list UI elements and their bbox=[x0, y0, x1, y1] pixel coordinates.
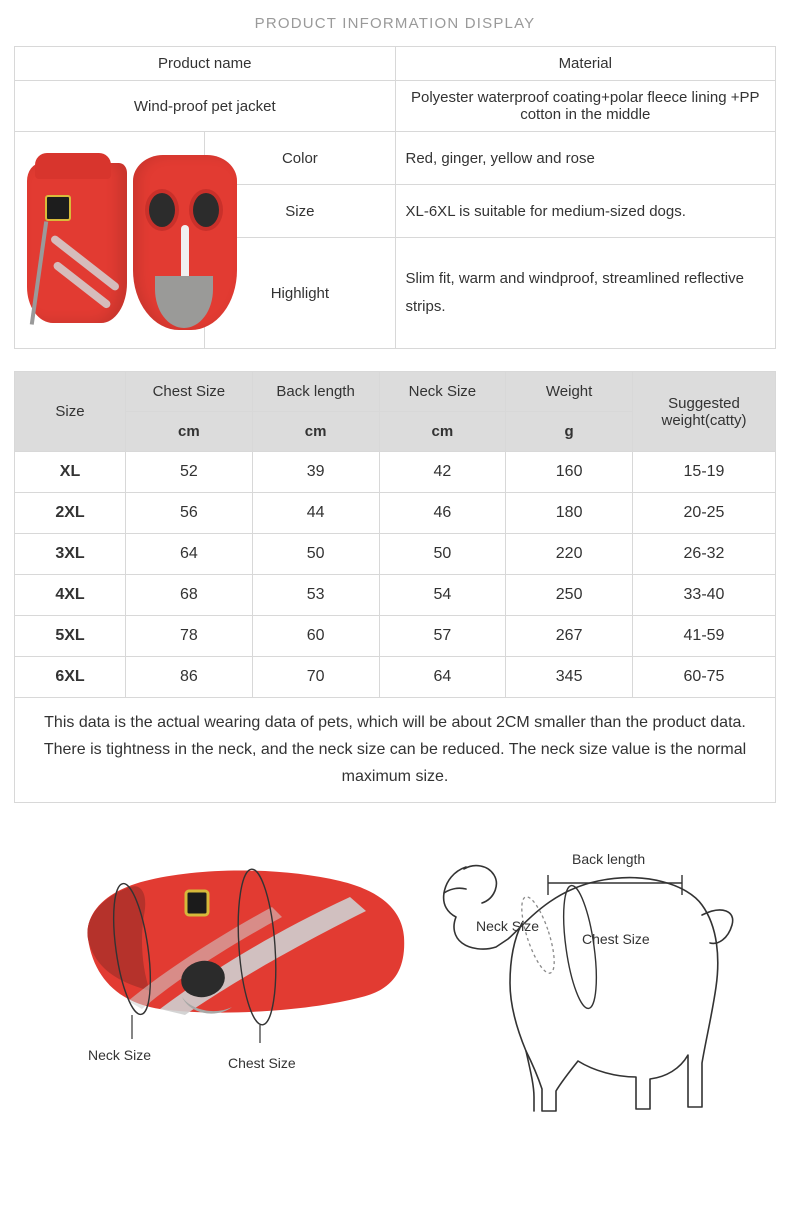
table-row bbox=[15, 47, 776, 81]
table-row bbox=[15, 657, 776, 698]
info-label-color: Color bbox=[205, 132, 395, 185]
jacket-badge-icon bbox=[45, 195, 71, 221]
header-neck-size: Neck Size bbox=[379, 372, 506, 412]
jacket-zipper-icon bbox=[30, 221, 48, 325]
table-row bbox=[15, 493, 776, 534]
unit-weight: g bbox=[506, 412, 633, 452]
product-name-value: Wind-proof pet jacket bbox=[15, 81, 396, 132]
cell-neck: 46 bbox=[379, 493, 506, 534]
cell-neck: 42 bbox=[379, 452, 506, 493]
cell-size: 3XL bbox=[15, 534, 126, 575]
info-label-highlight: Highlight bbox=[205, 238, 395, 349]
material-header: Material bbox=[395, 47, 776, 81]
cell-chest: 86 bbox=[126, 657, 253, 698]
cell-neck: 64 bbox=[379, 657, 506, 698]
jacket-measure-diagram bbox=[10, 819, 410, 1149]
jacket-chest-size-label: Chest Size bbox=[228, 1054, 296, 1071]
info-value-highlight: Slim fit, warm and windproof, streamlined reflective strips. bbox=[395, 238, 776, 349]
page-title: PRODUCT INFORMATION DISPLAY bbox=[254, 15, 536, 32]
cell-back: 53 bbox=[252, 575, 379, 616]
cell-size: 4XL bbox=[15, 575, 126, 616]
cell-chest: 52 bbox=[126, 452, 253, 493]
size-table-note bbox=[15, 698, 776, 803]
cell-back: 50 bbox=[252, 534, 379, 575]
cell-weight: 267 bbox=[506, 616, 633, 657]
dog-back-length-label: Back length bbox=[572, 850, 646, 867]
cell-neck: 54 bbox=[379, 575, 506, 616]
info-value-size: XL-6XL is suitable for medium-sized dogs. bbox=[395, 185, 776, 238]
cell-suggested: 20-25 bbox=[633, 493, 776, 534]
material-value: Polyester waterproof coating+polar fleece lining +PP cotton in the middle bbox=[395, 81, 776, 132]
cell-size: 6XL bbox=[15, 657, 126, 698]
cell-weight: 345 bbox=[506, 657, 633, 698]
cell-chest: 68 bbox=[126, 575, 253, 616]
cell-chest: 78 bbox=[126, 616, 253, 657]
table-row bbox=[15, 81, 776, 132]
unit-back-length: cm bbox=[252, 412, 379, 452]
jacket-side-view-icon bbox=[27, 163, 127, 323]
cell-chest: 64 bbox=[126, 534, 253, 575]
note-line-2: There is tightness in the neck, and the neck size can be reduced. The neck size value is the normal maximum size. bbox=[43, 741, 747, 786]
header-suggested-weight: Suggested weight(catty) bbox=[633, 372, 776, 452]
size-chart-table bbox=[14, 371, 776, 803]
cell-weight: 220 bbox=[506, 534, 633, 575]
cell-back: 44 bbox=[252, 493, 379, 534]
table-note-row bbox=[15, 698, 776, 803]
cell-back: 60 bbox=[252, 616, 379, 657]
table-row bbox=[15, 616, 776, 657]
dog-chest-size-label: Chest Size bbox=[582, 930, 650, 947]
measurement-diagrams bbox=[0, 819, 790, 1149]
cell-weight: 250 bbox=[506, 575, 633, 616]
header-size: Size bbox=[15, 372, 126, 452]
cell-suggested: 15-19 bbox=[633, 452, 776, 493]
table-row bbox=[15, 132, 776, 185]
cell-size: 5XL bbox=[15, 616, 126, 657]
unit-neck-size: cm bbox=[379, 412, 506, 452]
note-line-1: This data is the actual wearing data of pets, which will be about 2CM smaller than the product data. bbox=[44, 714, 746, 731]
cell-neck: 50 bbox=[379, 534, 506, 575]
table-row bbox=[15, 534, 776, 575]
cell-back: 39 bbox=[252, 452, 379, 493]
leg-hole-icon bbox=[189, 189, 223, 231]
reflective-stripe-icon bbox=[52, 260, 112, 309]
cell-weight: 180 bbox=[506, 493, 633, 534]
cell-neck: 57 bbox=[379, 616, 506, 657]
product-image-cell bbox=[15, 132, 205, 349]
header-weight: Weight bbox=[506, 372, 633, 412]
jacket-lining-icon bbox=[155, 276, 213, 328]
leg-hole-icon bbox=[145, 189, 179, 231]
cell-suggested: 33-40 bbox=[633, 575, 776, 616]
cell-size: XL bbox=[15, 452, 126, 493]
cell-weight: 160 bbox=[506, 452, 633, 493]
cell-suggested: 26-32 bbox=[633, 534, 776, 575]
product-name-header: Product name bbox=[15, 47, 396, 81]
product-jacket-illustration bbox=[25, 145, 245, 335]
table-row bbox=[15, 452, 776, 493]
info-label-size: Size bbox=[205, 185, 395, 238]
jacket-front-view-icon bbox=[133, 155, 237, 330]
size-table-section bbox=[14, 371, 776, 803]
jacket-neck-size-label: Neck Size bbox=[88, 1046, 152, 1063]
unit-chest-size: cm bbox=[126, 412, 253, 452]
cell-suggested: 60-75 bbox=[633, 657, 776, 698]
cell-suggested: 41-59 bbox=[633, 616, 776, 657]
info-value-color: Red, ginger, yellow and rose bbox=[395, 132, 776, 185]
dog-neck-size-label: Neck Size bbox=[476, 917, 540, 934]
cell-size: 2XL bbox=[15, 493, 126, 534]
cell-chest: 56 bbox=[126, 493, 253, 534]
table-header-row bbox=[15, 372, 776, 412]
table-row bbox=[15, 575, 776, 616]
product-info-table bbox=[14, 46, 776, 349]
cell-back: 70 bbox=[252, 657, 379, 698]
header-chest-size: Chest Size bbox=[126, 372, 253, 412]
dog-measure-diagram bbox=[430, 819, 770, 1149]
header-back-length: Back length bbox=[252, 372, 379, 412]
